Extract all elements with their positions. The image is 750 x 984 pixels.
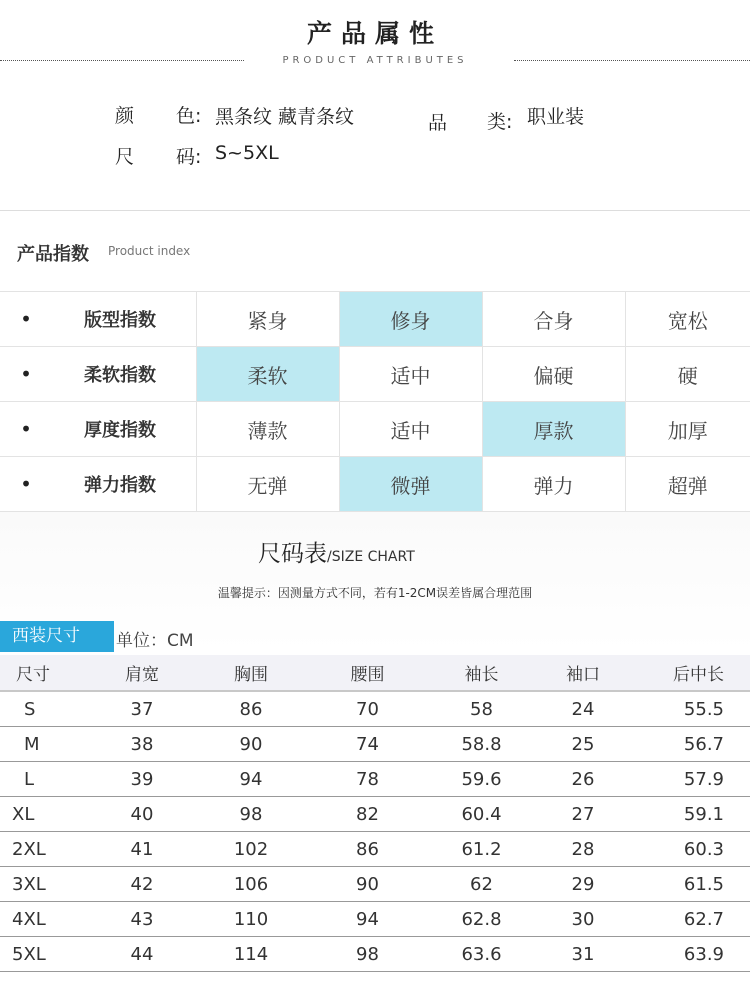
size-value: S~5XL [215, 142, 279, 164]
size-row [0, 797, 750, 832]
size-cell-value: 62.8 [455, 902, 508, 937]
size-row [0, 727, 750, 762]
category-label-b: 类: [487, 111, 513, 133]
size-cell-label: L [0, 762, 62, 797]
size-row [0, 762, 750, 797]
size-chart-title-cn: 尺码表 [258, 541, 327, 567]
size-table-header: 腰围 [280, 655, 455, 691]
size-cell-value: 30 [508, 902, 658, 937]
size-chart-tip: 温馨提示：因测量方式不同，若有1-2CM误差皆属合理范围 [217, 586, 533, 600]
index-option: 弹力 [482, 457, 625, 512]
size-cell-value: 70 [280, 691, 455, 727]
section-title-product-attributes: 产品属性 [306, 19, 443, 48]
size-table [0, 655, 750, 972]
size-table-header: 袖长 [455, 655, 508, 691]
size-table-header: 尺寸 [0, 655, 62, 691]
size-cell-value: 94 [222, 762, 280, 797]
size-table-header: 肩宽 [62, 655, 222, 691]
size-label-a: 尺 [115, 146, 135, 168]
size-chart-title-en: /SIZE CHART [327, 549, 415, 565]
size-cell-value: 40 [62, 797, 222, 832]
category-value: 职业装 [527, 106, 585, 128]
index-option-selected: 微弹 [339, 457, 482, 512]
bullet-icon: • [0, 402, 52, 457]
index-row [0, 347, 750, 402]
size-cell-label: XL [0, 797, 62, 832]
bullet-icon: • [0, 457, 52, 512]
size-table-header: 袖口 [508, 655, 658, 691]
size-chart-title [258, 535, 415, 568]
size-cell-value: 56.7 [658, 727, 750, 762]
size-cell-value: 90 [280, 867, 455, 902]
size-cell-value: 98 [280, 937, 455, 972]
index-option-selected: 厚款 [482, 402, 625, 457]
size-cell-value: 31 [508, 937, 658, 972]
index-option: 硬 [625, 347, 750, 402]
index-option: 合身 [482, 292, 625, 347]
size-cell-label: S [0, 691, 62, 727]
size-cell-value: 62.7 [658, 902, 750, 937]
size-cell-value: 24 [508, 691, 658, 727]
index-row [0, 402, 750, 457]
size-table-header: 后中长 [658, 655, 750, 691]
size-cell-value: 28 [508, 832, 658, 867]
size-cell-value: 98 [222, 797, 280, 832]
index-option: 无弹 [196, 457, 339, 512]
index-option: 适中 [339, 347, 482, 402]
size-cell-value: 114 [222, 937, 280, 972]
size-cell-value: 55.5 [658, 691, 750, 727]
size-cell-label: M [0, 727, 62, 762]
index-option: 超弹 [625, 457, 750, 512]
size-cell-value: 86 [222, 691, 280, 727]
product-index-title: 产品指数 [17, 244, 89, 265]
size-cell-value: 61.2 [455, 832, 508, 867]
suit-size-badge: 西装尺寸 [0, 621, 114, 652]
size-cell-value: 74 [280, 727, 455, 762]
index-row [0, 292, 750, 347]
size-cell-value: 25 [508, 727, 658, 762]
size-cell-value: 63.6 [455, 937, 508, 972]
size-cell-value: 106 [222, 867, 280, 902]
size-cell-label: 3XL [0, 867, 62, 902]
bullet-icon: • [0, 292, 52, 347]
index-option: 加厚 [625, 402, 750, 457]
size-cell-value: 62 [455, 867, 508, 902]
index-name: 柔软指数 [52, 347, 196, 402]
size-cell-value: 59.1 [658, 797, 750, 832]
category-label-a: 品 [428, 112, 448, 134]
index-option: 紧身 [196, 292, 339, 347]
size-cell-value: 78 [280, 762, 455, 797]
size-cell-value: 82 [280, 797, 455, 832]
size-label-b: 码: [176, 146, 202, 168]
size-cell-value: 60.3 [658, 832, 750, 867]
size-cell-label: 4XL [0, 902, 62, 937]
size-row [0, 937, 750, 972]
size-cell-value: 90 [222, 727, 280, 762]
size-cell-value: 61.5 [658, 867, 750, 902]
size-cell-value: 41 [62, 832, 222, 867]
index-option-selected: 柔软 [196, 347, 339, 402]
index-option-selected: 修身 [339, 292, 482, 347]
size-cell-value: 43 [62, 902, 222, 937]
size-cell-value: 110 [222, 902, 280, 937]
size-cell-value: 63.9 [658, 937, 750, 972]
unit-label: 单位：CM [116, 631, 194, 651]
size-row [0, 832, 750, 867]
index-option: 偏硬 [482, 347, 625, 402]
size-cell-value: 60.4 [455, 797, 508, 832]
size-cell-value: 58 [455, 691, 508, 727]
size-cell-value: 58.8 [455, 727, 508, 762]
size-cell-value: 59.6 [455, 762, 508, 797]
color-value: 黑条纹 藏青条纹 [215, 106, 355, 128]
size-cell-value: 37 [62, 691, 222, 727]
index-option: 适中 [339, 402, 482, 457]
size-cell-value: 86 [280, 832, 455, 867]
size-cell-value: 102 [222, 832, 280, 867]
index-option: 薄款 [196, 402, 339, 457]
section-separator [0, 210, 750, 211]
size-row [0, 902, 750, 937]
index-row [0, 457, 750, 512]
size-cell-label: 5XL [0, 937, 62, 972]
size-cell-value: 29 [508, 867, 658, 902]
size-table-header: 胸围 [222, 655, 280, 691]
size-cell-value: 94 [280, 902, 455, 937]
product-index-table [0, 291, 750, 512]
size-row [0, 867, 750, 902]
index-name: 弹力指数 [52, 457, 196, 512]
size-cell-value: 26 [508, 762, 658, 797]
size-cell-value: 27 [508, 797, 658, 832]
size-row [0, 691, 750, 727]
color-label-b: 色: [176, 105, 202, 127]
product-index-subtitle: Product index [108, 244, 191, 258]
index-option: 宽松 [625, 292, 750, 347]
size-cell-label: 2XL [0, 832, 62, 867]
size-cell-value: 44 [62, 937, 222, 972]
size-cell-value: 39 [62, 762, 222, 797]
color-label-a: 颜 [115, 105, 135, 127]
size-cell-value: 42 [62, 867, 222, 902]
index-name: 版型指数 [52, 292, 196, 347]
bullet-icon: • [0, 347, 52, 402]
size-cell-value: 38 [62, 727, 222, 762]
index-name: 厚度指数 [52, 402, 196, 457]
section-subtitle: PRODUCT ATTRIBUTES [282, 55, 468, 66]
size-cell-value: 57.9 [658, 762, 750, 797]
